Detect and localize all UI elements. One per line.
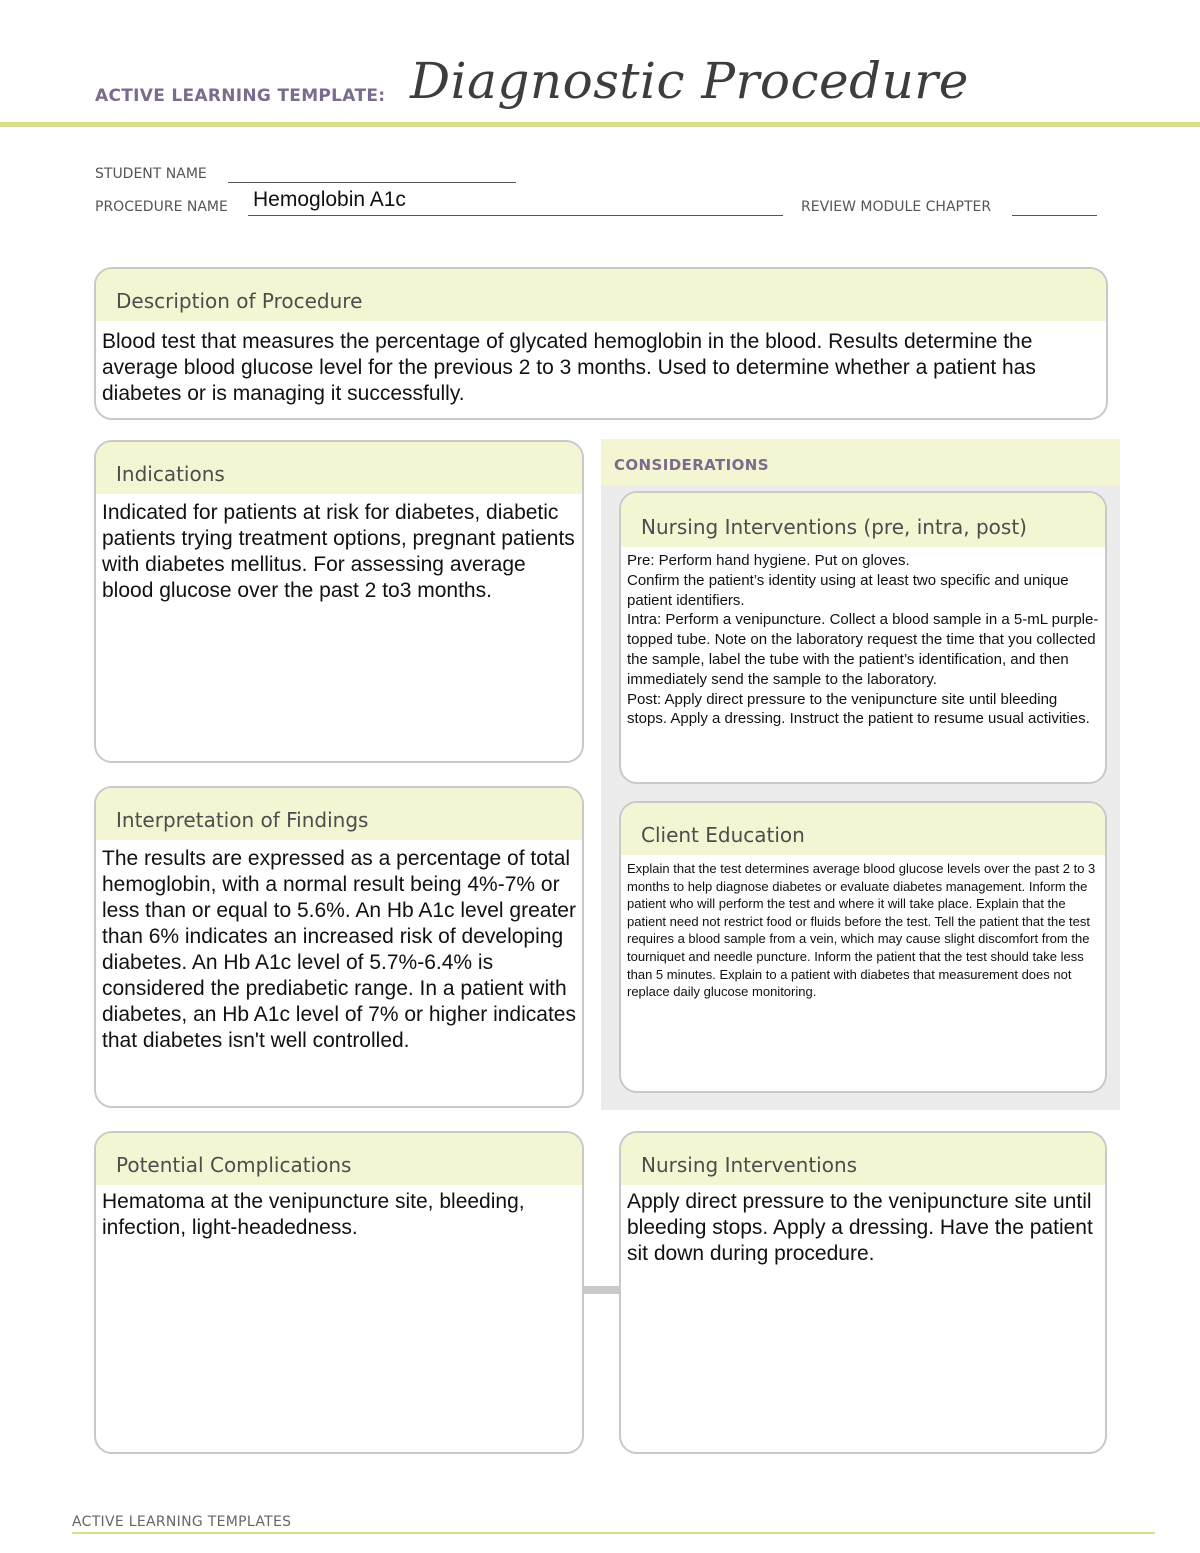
complications-title: Potential Complications <box>96 1133 582 1185</box>
nursing-interventions-body: Apply direct pressure to the venipuncture site until bleeding stops. Apply a dressing. Have the patient sit down during procedure. <box>627 1190 1093 1265</box>
indications-body: Indicated for patients at risk for diabetes, diabetic patients trying treatment options, pregnant patients with diabetes mellitus. For assessing average blood glucose over the past 2 to3 months. <box>102 501 575 602</box>
footer-divider <box>72 1532 1155 1534</box>
nursing-interventions-box <box>619 1131 1107 1454</box>
interpretation-box <box>94 786 584 1108</box>
interpretation-body: The results are expressed as a percentage of total hemoglobin, with a normal result being 4%-7% or less than or equal to 5.6%. An Hb A1c level greater than 6% indicates an increased risk of developing diabetes. An Hb A1c level of 5.7%-6.4% is considered the prediabetic range. In a patient with diabetes, an Hb A1c level of 7% or higher indicates that diabetes isn't well controlled. <box>102 847 576 1052</box>
pip-line-post: Post: Apply direct pressure to the venipuncture site until bleeding stops. Apply a dressing. Instruct the patient to resume usual activities. <box>627 690 1090 728</box>
complications-body: Hematoma at the venipuncture site, bleeding, infection, light-headedness. <box>102 1190 525 1239</box>
considerations-title: CONSIDERATIONS <box>614 456 769 474</box>
box-connector <box>582 1286 620 1294</box>
header-divider <box>0 122 1200 127</box>
complications-box <box>94 1131 584 1454</box>
nursing-interventions-pip-box <box>619 491 1107 784</box>
client-education-title: Client Education <box>621 803 1105 855</box>
procedure-name-value: Hemoglobin A1c <box>253 188 406 211</box>
student-name-field[interactable] <box>228 182 516 183</box>
pip-line-identity: Confirm the patient’s identity using at least two specific and unique patient identifiers. <box>627 571 1069 609</box>
review-module-label: REVIEW MODULE CHAPTER <box>801 199 992 215</box>
client-education-body: Explain that the test determines average blood glucose levels over the past 2 to 3 months to help diagnose diabetes or evaluate diabetes management. Inform the patient who will perform the test and where it will take place. Explain that the patient need not restrict food or fluids before the test. Tell the patient that the test requires a blood sample from a vein, which may cause slight discomfort from the tourniquet and needle puncture. Inform the patient that the test should take less than 5 minutes. Explain to a patient with diabetes that measurement does not replace daily glucose monitoring. <box>627 861 1096 1000</box>
procedure-name-field[interactable] <box>248 215 783 216</box>
indications-title: Indications <box>96 442 582 494</box>
pip-line-intra: Intra: Perform a venipuncture. Collect a blood sample in a 5-mL purple-topped tube. Note on the laboratory request the time that you collected the sample, label the tube with the patient’s identification, and then immediately send the sample to the laboratory. <box>627 611 1099 688</box>
client-education-box <box>619 801 1107 1093</box>
page-title: Diagnostic Procedure <box>410 52 969 110</box>
description-box <box>94 267 1108 420</box>
indications-box <box>94 440 584 763</box>
interpretation-title: Interpretation of Findings <box>96 788 582 840</box>
nursing-interventions-title: Nursing Interventions <box>621 1133 1105 1185</box>
footer-label: ACTIVE LEARNING TEMPLATES <box>72 1514 292 1530</box>
template-label: ACTIVE LEARNING TEMPLATE: <box>95 86 386 106</box>
student-name-label: STUDENT NAME <box>95 166 207 182</box>
nursing-interventions-pip-title: Nursing Interventions (pre, intra, post) <box>621 493 1105 547</box>
review-module-field[interactable] <box>1012 215 1097 216</box>
description-body: Blood test that measures the percentage of glycated hemoglobin in the blood. Results determine the average blood glucose level for the previous 2 to 3 months. Used to determine whether a patient has diabetes or is managing it successfully. <box>102 330 1036 405</box>
pip-line-pre: Pre: Perform hand hygiene. Put on gloves. <box>627 552 910 569</box>
nursing-interventions-pip-body <box>621 547 1105 729</box>
procedure-name-label: PROCEDURE NAME <box>95 199 228 215</box>
description-title: Description of Procedure <box>96 269 1106 321</box>
